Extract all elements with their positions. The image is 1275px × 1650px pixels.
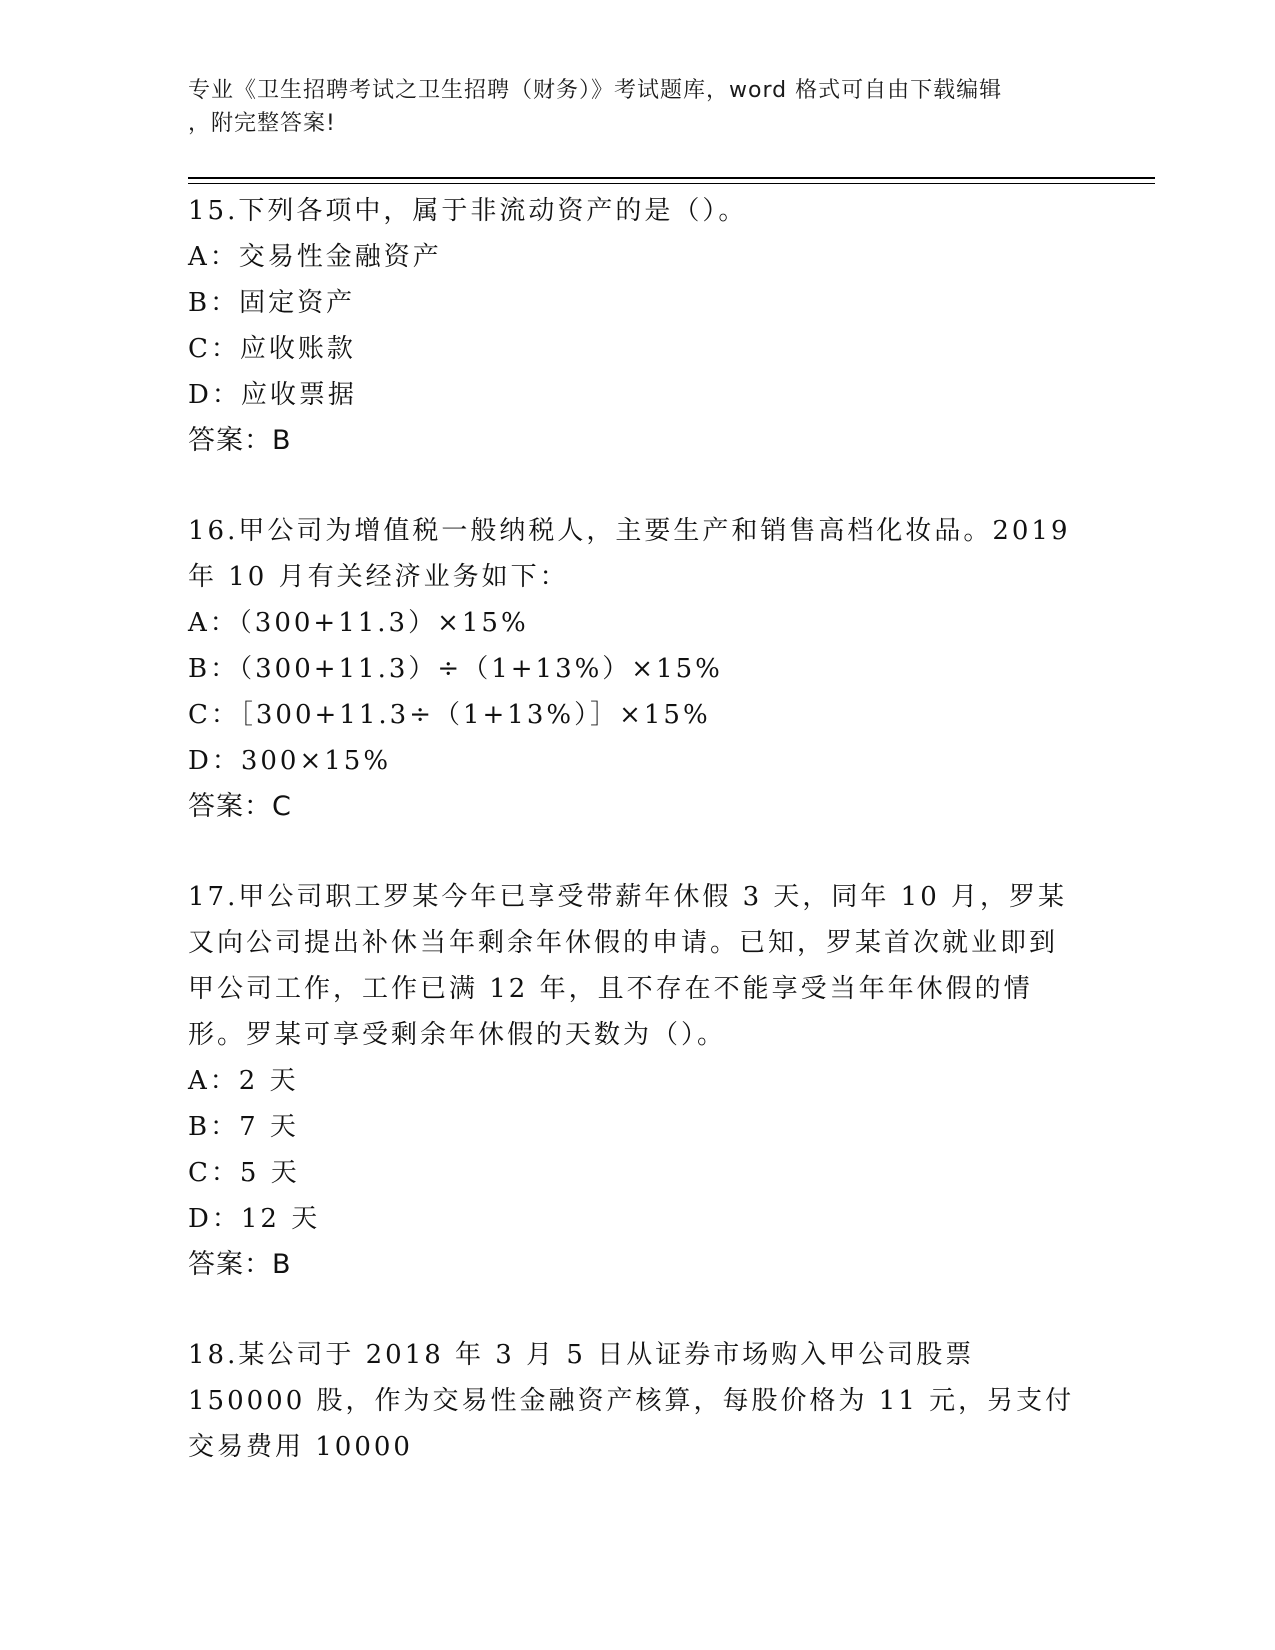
option-a: A：交易性金融资产 — [188, 242, 442, 272]
header-line-1: 专业《卫生招聘考试之卫生招聘（财务）》考试题库，word 格式可自由下载编辑 — [188, 78, 1003, 103]
question-text: 18.某公司于 2018 年 3 月 5 日从证券市场购入甲公司股票 150000 股，作为交易性金融资产核算，每股价格为 11 元，另支付交易费用 10000 — [188, 1340, 1075, 1462]
answer-line: 答案：B — [188, 1249, 292, 1280]
answer-line: 答案：B — [188, 425, 292, 456]
question-list — [188, 188, 1078, 1470]
question-spacer — [188, 830, 1078, 874]
question-text: 16.甲公司为增值税一般纳税人，主要生产和销售高档化妆品。2019 年 10 月有关经济业务如下： — [188, 516, 1071, 592]
option-c: C：5 天 — [188, 1158, 300, 1188]
option-c: C：应收账款 — [188, 334, 356, 364]
question-15 — [188, 188, 1078, 464]
option-b: B：固定资产 — [188, 288, 356, 318]
answer-line: 答案：C — [188, 791, 292, 822]
header-divider-thick — [188, 177, 1155, 179]
document-header — [188, 74, 1068, 140]
question-spacer — [188, 464, 1078, 508]
question-18 — [188, 1332, 1078, 1470]
option-a: A：2 天 — [188, 1066, 299, 1096]
option-d: D：300×15% — [188, 746, 392, 776]
header-line-2: ，附完整答案! — [188, 111, 336, 136]
option-b: B：（300+11.3）÷（1+13%）×15% — [188, 654, 723, 684]
question-text: 17.甲公司职工罗某今年已享受带薪年休假 3 天，同年 10 月，罗某又向公司提出补休当年剩余年休假的申请。已知，罗某首次就业即到甲公司工作，工作已满 12 年，且不存在不能享受当年年休假的情形。罗某可享受剩余年休假的天数为（）。 — [188, 882, 1068, 1050]
question-spacer — [188, 1288, 1078, 1332]
option-d: D：12 天 — [188, 1204, 321, 1234]
question-16 — [188, 508, 1078, 830]
question-text: 15.下列各项中，属于非流动资产的是（）。 — [188, 196, 748, 226]
question-17 — [188, 874, 1078, 1288]
header-divider-thin — [188, 183, 1155, 184]
option-c: C：［300+11.3÷（1+13%）］×15% — [188, 700, 711, 730]
option-a: A：（300+11.3）×15% — [188, 608, 529, 638]
option-d: D：应收票据 — [188, 380, 357, 410]
option-b: B：7 天 — [188, 1112, 299, 1142]
